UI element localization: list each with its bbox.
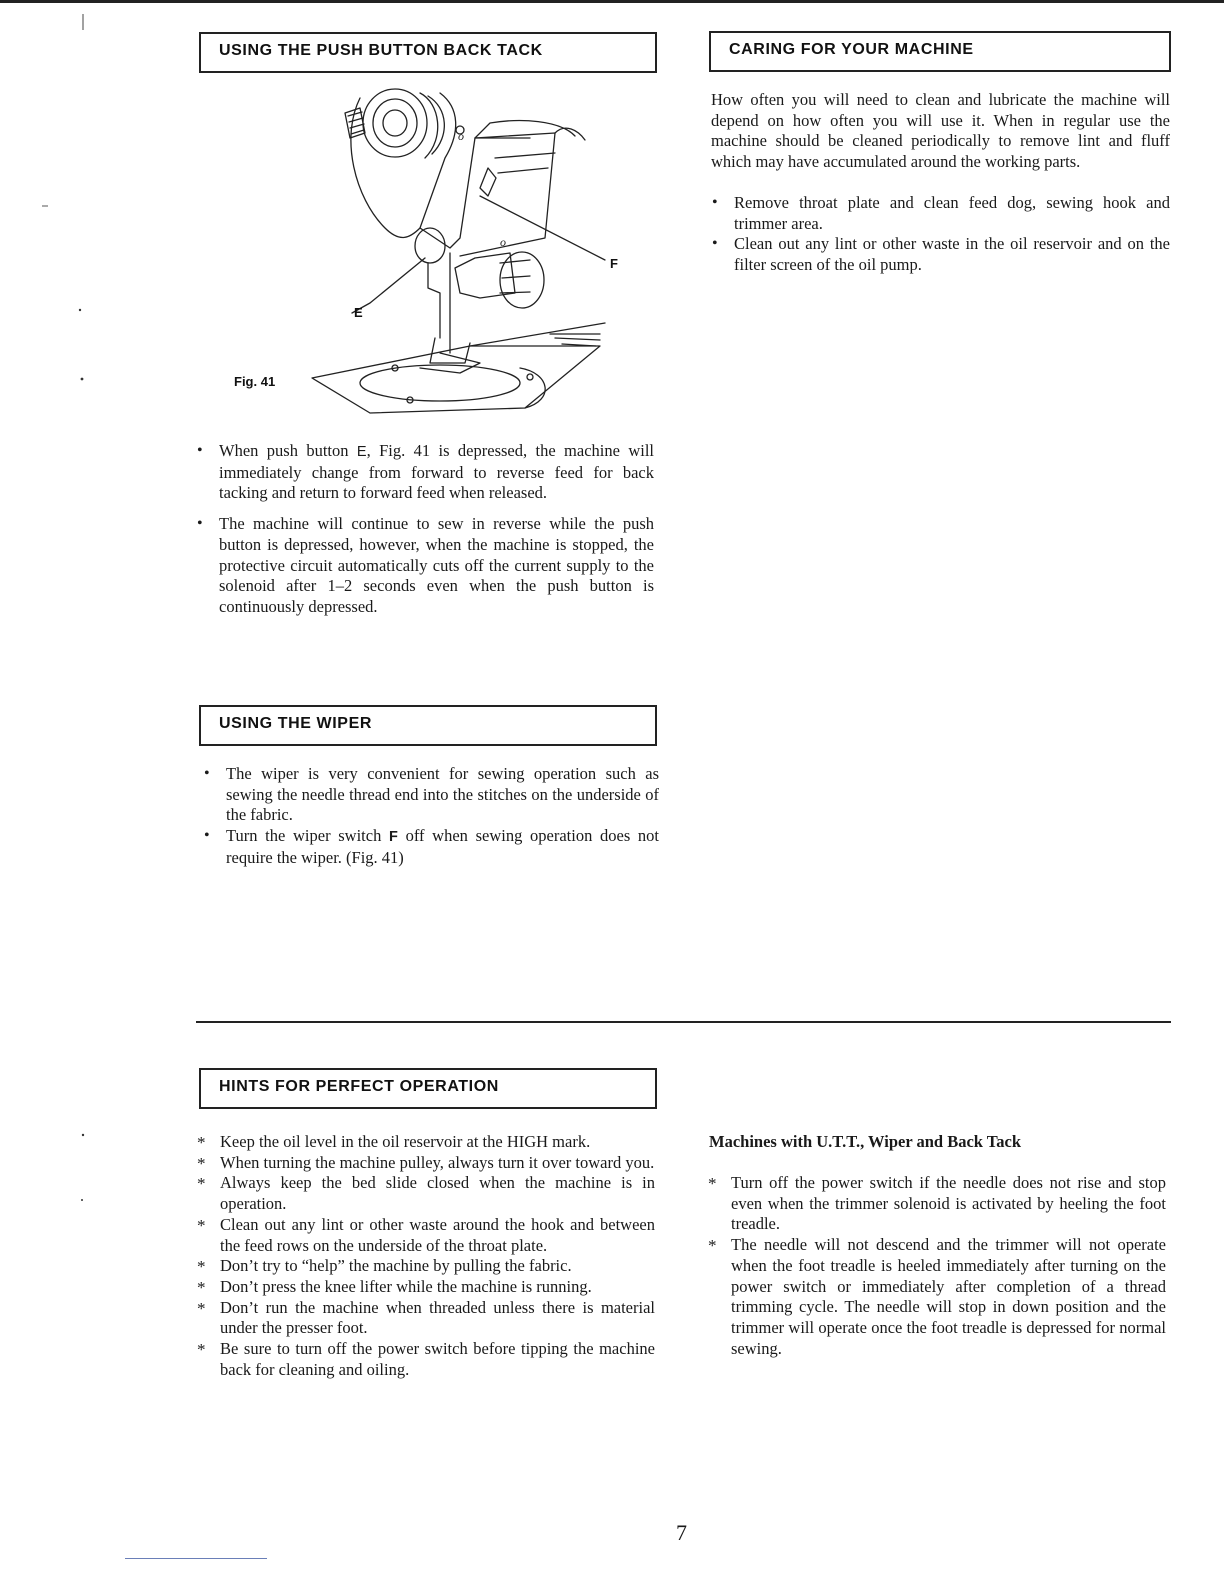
bullet-text: Turn the wiper switch [226, 826, 382, 846]
scan-specks [0, 0, 100, 1300]
caring-body [711, 90, 1170, 276]
hint-text: When turning the machine pulley, always turn it over toward you. [220, 1152, 655, 1172]
hint-text: Clean out any lint or other waste around the hook and between the feed rows on the underside of the throat plate. [220, 1214, 655, 1255]
wiper-heading-text: USING THE WIPER [219, 715, 373, 732]
wiper-bullet [203, 764, 659, 826]
hint-text: Don’t try to “help” the machine by pulling the fabric. [220, 1256, 572, 1276]
wiper-body [203, 764, 659, 869]
push-button-bullet [196, 441, 654, 504]
hint-text: Don’t press the knee lifter while the machine is running. [220, 1276, 592, 1296]
caring-bullet [711, 193, 1170, 234]
section-divider [196, 1021, 1171, 1023]
section-heading-hints [199, 1068, 657, 1109]
hints-body [197, 1132, 655, 1380]
bottom-mark [125, 1558, 267, 1559]
hint-item [197, 1215, 655, 1256]
hint-item [197, 1132, 655, 1153]
figure-label-e: E [354, 305, 363, 320]
page-number: 7 [676, 1520, 687, 1545]
bullet-text: Remove throat plate and clean feed dog, sewing hook and trimmer area. [734, 192, 1170, 233]
figure-caption: Fig. 41 [234, 374, 276, 389]
push-button-bullet [196, 514, 654, 618]
hint-item [197, 1277, 655, 1298]
section-heading-caring [709, 31, 1171, 72]
hint-item [197, 1298, 655, 1339]
bullet-text: The machine will continue to sew in reverse while the push button is depressed, however, when the machine is stopped, the protective circuit automatically cuts off the current supply to the solenoid after 1–2 seconds even when the push button is continuously depressed. [219, 514, 654, 616]
wiper-bullet [203, 826, 659, 868]
hint-text: Always keep the bed slide closed when the machine is in operation. [220, 1173, 655, 1214]
section-heading-wiper [199, 705, 657, 746]
section-heading-push-button [199, 32, 657, 73]
hint-text: Be sure to turn off the power switch before tipping the machine back for cleaning and oiling. [220, 1339, 655, 1379]
figure-41-sewing-head-illustration [300, 78, 640, 418]
hint-text: Keep the oil level in the oil reservoir at the HIGH mark. [220, 1132, 591, 1151]
caring-heading-text: CARING FOR YOUR MACHINE [729, 41, 974, 58]
hint-item [197, 1153, 655, 1174]
utt-subheading: Machines with U.T.T., Wiper and Back Tack [709, 1132, 1022, 1151]
hint-text: Don’t run the machine when threaded unless there is material under the presser foot. [220, 1297, 655, 1338]
svg-text:o: o [500, 235, 506, 249]
bullet-text: Clean out any lint or other waste in the oil reservoir and on the filter screen of the oil pump. [734, 234, 1170, 274]
push-button-body [196, 441, 654, 618]
bullet-text: off when sewing operation does not require the wiper. (Fig. 41) [226, 826, 660, 867]
top-border [0, 0, 1224, 3]
wiper-switch-f-ref: F [389, 829, 398, 846]
utt-text: Turn off the power switch if the needle does not rise and stop even when the trimmer solenoid is activated by heeling the foot treadle. [731, 1173, 1166, 1234]
push-button-heading-text: USING THE PUSH BUTTON BACK TACK [219, 42, 543, 59]
utt-item [708, 1235, 1166, 1359]
bullet-text: The wiper is very convenient for sewing operation such as sewing the needle thread end into the stitches on the underside of the fabric. [226, 764, 659, 825]
hint-item [197, 1339, 655, 1380]
hint-item [197, 1256, 655, 1277]
caring-intro: How often you will need to clean and lubricate the machine will depend on how often you will use it. When in regular use the machine should be cleaned periodically to remove lint and fluff which may have accumulated around the working parts. [711, 90, 1170, 172]
caring-bullet [711, 234, 1170, 275]
svg-text:o: o [458, 129, 464, 143]
utt-text: The needle will not descend and the trimmer will not operate when the foot treadle is heeled immediately after turning on the power switch or immediately after completion of a thread trimming cycle. The needle will stop in down position and the trimmer will operate once the foot treadle is depressed for normal sewing. [731, 1235, 1166, 1358]
push-button-e-ref: E [356, 444, 367, 460]
utt-item [708, 1173, 1166, 1235]
bullet-text: When push button [219, 441, 349, 460]
hint-item [197, 1173, 655, 1214]
utt-body [708, 1173, 1166, 1359]
figure-label-f: F [610, 256, 618, 271]
hints-heading-text: HINTS FOR PERFECT OPERATION [219, 1078, 499, 1095]
bullet-text: , Fig. 41 is depressed, the machine will immediately change from forward to reverse feed for back tacking and return to forward feed when released. [219, 441, 654, 503]
